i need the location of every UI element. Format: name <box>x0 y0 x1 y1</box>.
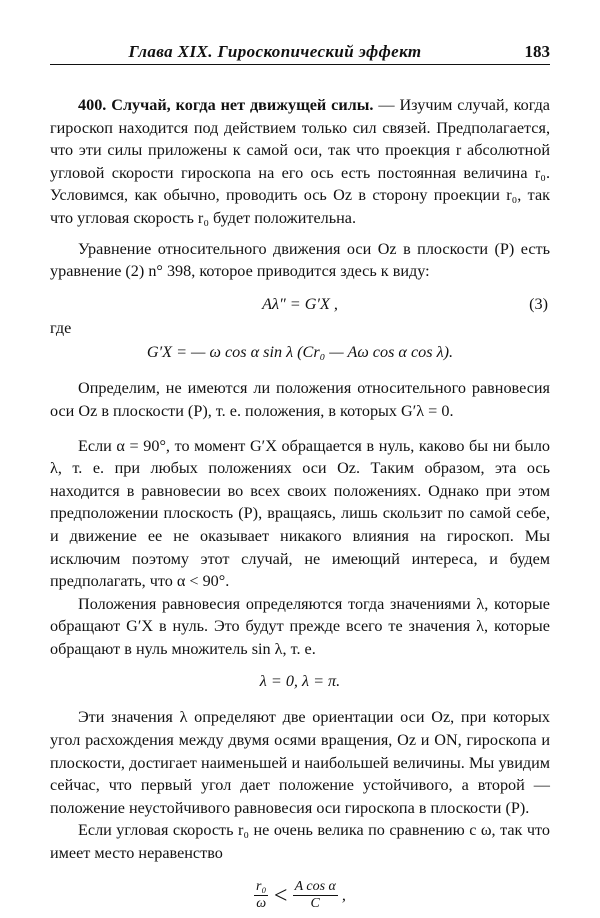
paragraph-3: Определим, не имеются ли положения относительного равновесия оси Oz в плоскости (P), т. е. положения, в которых G′λ = 0. <box>50 379 550 420</box>
lhs-denominator: ω <box>256 896 267 912</box>
page-body <box>50 94 550 917</box>
section-heading: 400. Случай, когда нет движущей силы. <box>78 96 374 114</box>
rhs-numerator: A cos α <box>294 879 336 895</box>
inequality-comma: , <box>341 885 346 904</box>
paragraph-4: Если α = 90°, то момент G′X обращается в нуль, каково бы ни было λ, т. е. при любых положениях оси Oz. Таким образом, эта ось находится в равновесии во всех своих положениях. Однако при этом предположении плоскость (P), вращаясь, лишь скользит по самой себе, и движение ее не оказывает никакого влияния на гироскоп. Мы исключим поэтому этот случай, не имеющий интереса, и будем предполагать, что α < 90°. <box>50 436 550 591</box>
less-than-sign: < <box>272 882 289 909</box>
inequality <box>50 873 550 917</box>
equation-3 <box>50 291 550 317</box>
paragraph-2: Уравнение относительного движения оси Oz в плоскости (P) есть уравнение (2) n° 398, которое приводится здесь к виду: <box>50 239 550 281</box>
equation-3-body: Aλ″ = G′X , <box>262 294 338 313</box>
equation-moment: G′X = — ω cos α sin λ (Cr₀ — Aω cos α cos λ). <box>146 343 454 362</box>
page-number: 183 <box>524 42 550 61</box>
paragraph-5: Положения равновесия определяются тогда значениями λ, которые обращают G′X в нуль. Это будут прежде всего те значения λ, которые обращают в нуль множитель sin λ, т. е. <box>50 594 550 658</box>
where-label: где <box>50 318 72 337</box>
equation-number: (3) <box>529 294 548 313</box>
equation-roots: λ = 0, λ = π. <box>259 672 341 691</box>
lhs-numerator: r₀ <box>256 879 267 895</box>
chapter-title: Глава XIX. Гироскопический эффект <box>128 42 422 61</box>
lhs-fraction <box>254 879 268 912</box>
paragraph-6: Эти значения λ определяют две ориентации оси Oz, при которых угол расхождения между двумя осями вращения, Oz и ON, гироскопа и плоскости, достигает наименьшей и наибольшей величины. Мы увидим сейчас, что первый угол дает положение устойчивого, а второй — положение неустойчивого равновесия оси гироскопа в плоскости (P). <box>50 708 550 817</box>
paragraph-1 <box>50 94 550 230</box>
rhs-denominator: C <box>310 896 320 912</box>
rhs-fraction <box>293 879 338 912</box>
paragraph-1-text: — Изучим случай, когда гироскоп находится под действием только сил связей. Предполагается, что эти силы приложены к самой оси, так что проекция r абсолютной угловой скорости гироскопа на его ось есть постоянная величина r₀. Условимся, как обычно, проводить ось Oz в сторону проекции r₀, так что угловая скорость r₀ будет положительна. <box>50 96 550 227</box>
paragraph-7: Если угловая скорость r₀ не очень велика по сравнению с ω, так что имеет место неравенство <box>50 821 550 863</box>
page <box>50 38 550 912</box>
running-header <box>50 38 550 65</box>
